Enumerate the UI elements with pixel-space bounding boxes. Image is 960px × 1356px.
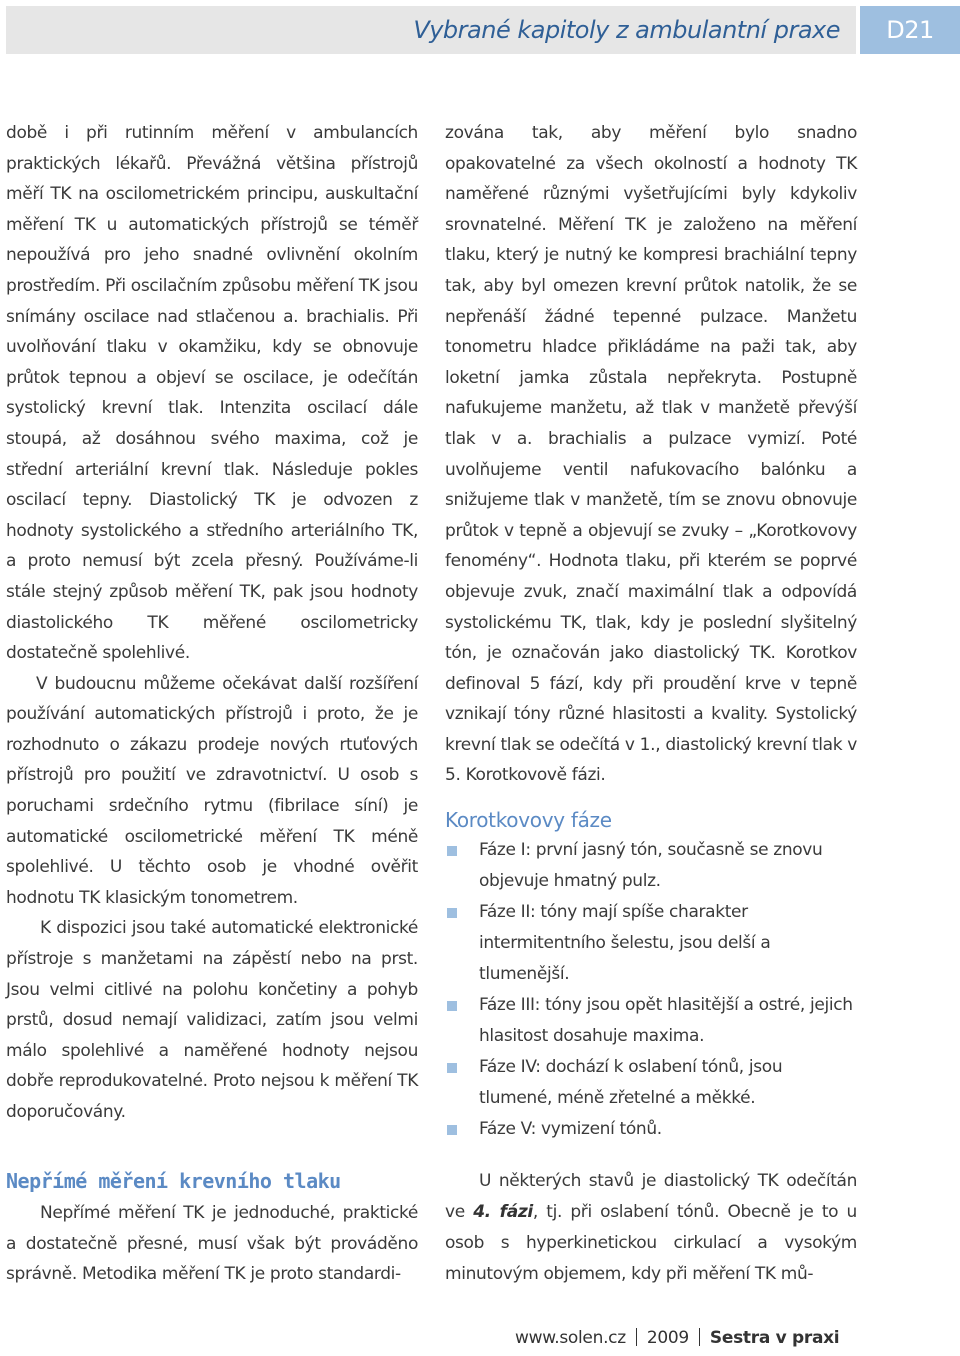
page-number-badge: D21 (860, 6, 960, 54)
header-bar (6, 6, 856, 54)
list-item: Fáze IV: dochází k oslabení tónů, jsou tlumené, méně zřetelné a měkké. (445, 1052, 857, 1114)
footer (515, 1328, 855, 1348)
right-paragraph-1: zována tak, aby měření bylo snadno opakovatelné za všech okolností a hodnoty TK naměřené různými vyšetřujícími byly kdykoliv srovnatelné. Měření TK je založeno na měření tlaku, který je nutný ke kompresi brachiální tepny tak, aby byl omezen krevní průtok natolik, že se nepřenáší žádné tepenné pulzace. Manžetu tonometru hladce přikládáme na paži tak, aby loketní jamka zůstala nepřekryta. Postupně nafukujeme manžetu, až tlak v manžetě převýší tlak v a. brachialis a pulzace vymizí. Poté uvolňujeme ventil nafukovacího balónku a snižujeme tlak v manžetě, tím se znovu obnovuje průtok v tepně a objevují se zvuky – „Korotkovovy fenomény“. Hodnota tlaku, při kterém se poprvé objevuje zvuk, značí maximální tlak a odpovídá systolickému TK, tlak, kdy je poslední slyšitelný tón, je označován jako diastolický TK. Korotkov definoval 5 fází, kdy při proudění krve v tepně vznikají tóny různé hlasitosti a kvality. Systolický krevní tlak se odečítá v 1., diastolický krevní tlak v 5. Korotkovově fázi. (445, 123, 857, 786)
footer-journal: Sestra v praxi (709, 1328, 840, 1348)
left-paragraph-2: V budoucnu můžeme očekávat další rozšíření používání automatických přístrojů i proto, že je rozhodnuto o zákazu prodeje nových rtuťových přístrojů pro použití ve zdravotnictví. U osob s poruchami srdečního rytmu (fibrilace síní) je automatické oscilometrické měření TK méně spolehlivé. U těchto osob je vhodné ověřit hodnotu TK klasickým tonometrem. (6, 673, 418, 908)
right-bottom-block (445, 1166, 857, 1290)
footer-year: 2009 (646, 1328, 689, 1348)
phases-heading: Korotkovovy fáze (445, 808, 612, 833)
footer-site: www.solen.cz (515, 1328, 626, 1348)
section-heading: Nepřímé měření krevního tlaku (6, 1169, 341, 1193)
list-item: Fáze II: tóny mají spíše charakter intermitentního šelestu, jsou delší a tlumenější. (445, 897, 857, 990)
left-paragraph-3: K dispozici jsou také automatické elektronické přístroje s manžetami na zápěstí nebo na prst. Jsou velmi citlivé na polohu končetiny a pohyb prstů, dosud nemají validizaci, zatím jsou velmi málo spolehlivé a naměřené hodnoty nejsou dobře reprodukovatelné. Proto nejsou k měření TK doporučovány. (6, 918, 418, 1122)
list-item: Fáze III: tóny jsou opět hlasitější a ostré, jejich hlasitost dosahuje maxima. (445, 990, 857, 1052)
list-item: Fáze V: vymizení tónů. (445, 1114, 857, 1145)
footer-separator (636, 1328, 637, 1346)
list-item: Fáze I: první jasný tón, současně se znovu objevuje hmatný pulz. (445, 835, 857, 897)
running-title: Vybrané kapitoly z ambulantní praxe (413, 16, 840, 44)
left-column (6, 118, 418, 1128)
square-bullet-icon (447, 1063, 457, 1073)
left-paragraph-1: době i při rutinním měření v ambulancích praktických lékařů. Převážná většina přístrojů měří TK na oscilometrickém principu, auskultační měření TK u automatických přístrojů se téměř nepoužívá pro jeho snadné ovlivnění okolním prostředím. Při oscilačním způsobu měření TK jsou snímány oscilace nad stlačenou a. brachialis. Při uvolňování tlaku v okamžiku, kdy se obnovuje průtok tepnou a objeví se oscilace, je odečítán systolický krevní tlak. Intenzita oscilací dále stoupá, až dosáhnou svého maxima, což je střední arteriální krevní tlak. Následuje pokles oscilací tepny. Diastolický TK je odvozen z hodnoty systolického a středního arteriálního TK, a proto nemusí být zcela přesný. Používáme-li stále stejný způsob měření TK, pak jsou hodnoty diastolického TK měřené oscilometricky dostatečně spolehlivé. (6, 123, 418, 664)
square-bullet-icon (447, 846, 457, 856)
footer-separator (699, 1328, 700, 1346)
square-bullet-icon (447, 1001, 457, 1011)
section-block (6, 1166, 418, 1290)
emphasis-phase: 4. fázi (473, 1202, 533, 1222)
phase-list (445, 835, 857, 1145)
right-bottom-paragraph: U některých stavů je diastolický TK odečítán ve 4. fázi, tj. při oslabení tónů. Obecně je to u osob s hyperkinetickou cirkulací a vysokým minutovým objemem, kdy při měření TK mů- (445, 1171, 857, 1284)
right-column (445, 118, 857, 1145)
square-bullet-icon (447, 1125, 457, 1135)
section-paragraph: Nepřímé měření TK je jednoduché, praktické a dostatečně přesné, musí však být prováděno správně. Metodika měření TK je proto standardi- (6, 1203, 418, 1285)
square-bullet-icon (447, 908, 457, 918)
